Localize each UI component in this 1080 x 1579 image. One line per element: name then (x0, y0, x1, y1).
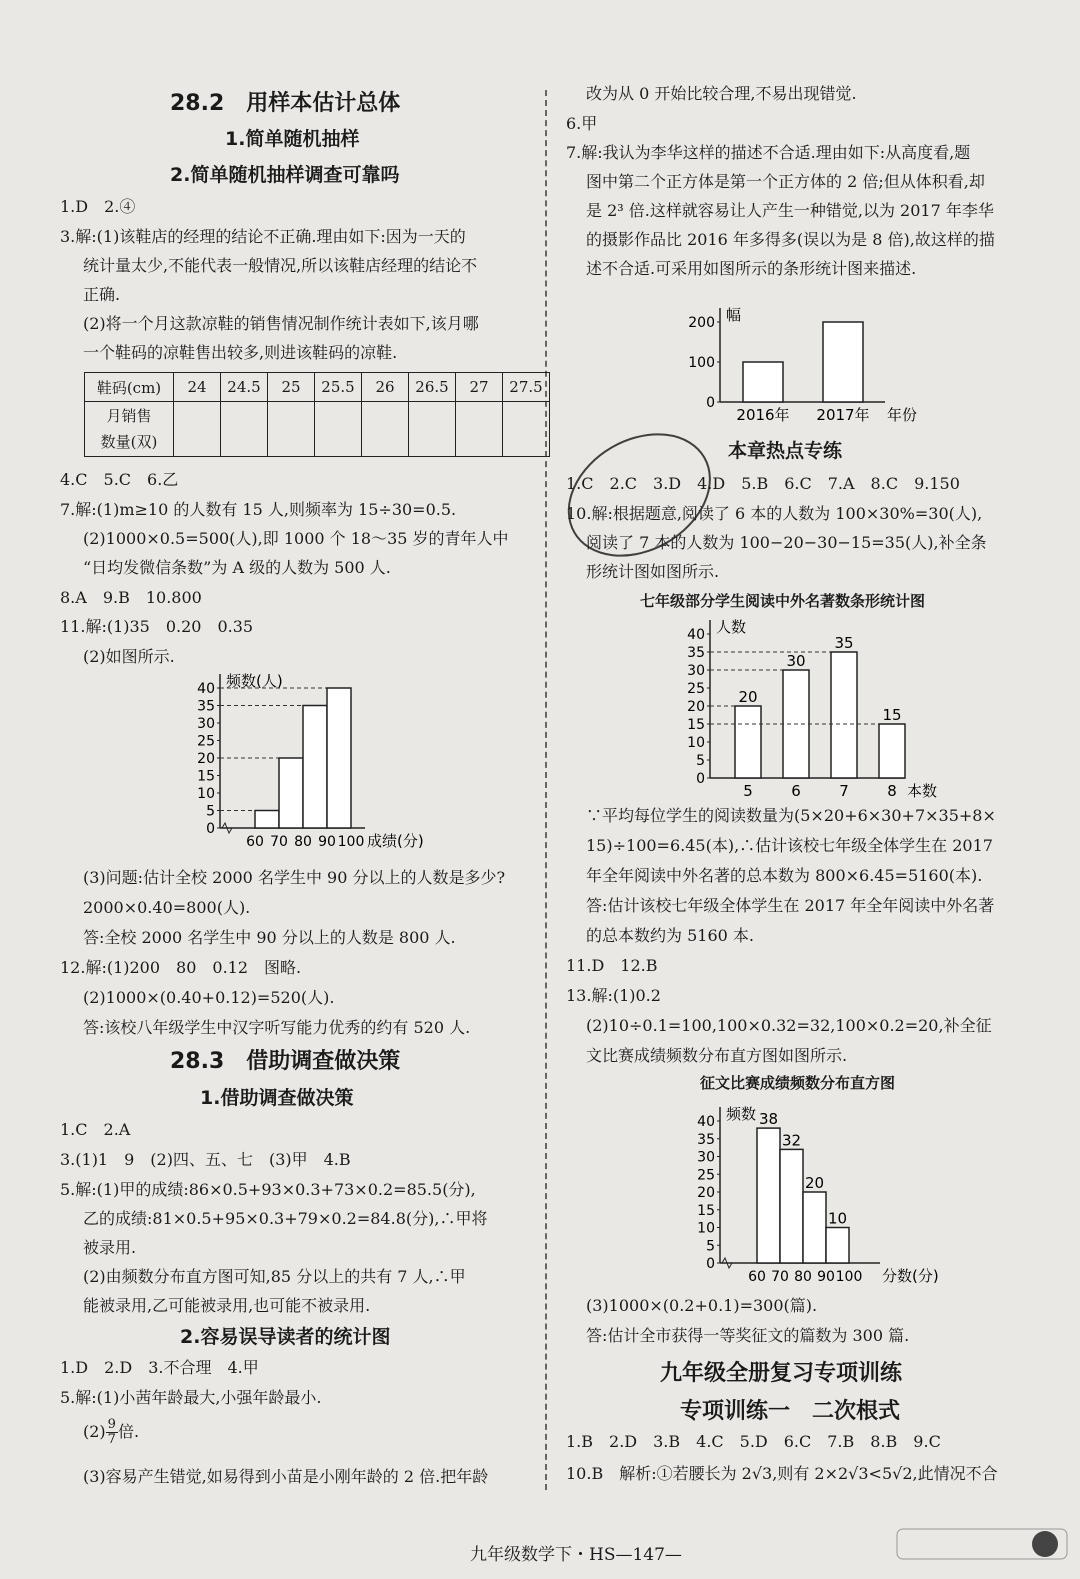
answer-line: 能被录用,乙可能被录用,也可能不被录用. (83, 1296, 371, 1315)
answer-line: ∵平均每位学生的阅读数量为(5×20+6×30+7×35+8× (586, 806, 996, 825)
page-footer: 九年级数学下・HS—147— (470, 1545, 682, 1565)
subsection-title: 1.简单随机抽样 (225, 128, 360, 150)
answer-line: 图中第二个正方体是第一个正方体的 2 倍;但从体积看,却 (586, 172, 985, 191)
subsection-title: 2.简单随机抽样调查可靠吗 (170, 164, 400, 186)
fraction-suffix: 倍. (117, 1422, 140, 1441)
y-axis-label: 频数 (726, 1105, 757, 1123)
y-tick-label: 0 (696, 771, 705, 787)
bar (803, 1192, 826, 1263)
answer-line: 述不合适.可采用如图所示的条形统计图来描述. (586, 259, 917, 278)
answer-line: 的摄影作品比 2016 年多得多(误以为是 8 倍),故这样的描 (586, 230, 995, 249)
bar (831, 652, 857, 778)
answer-line: 是 2³ 倍.这样就容易让人产生一种错觉,以为 2017 年李华 (586, 201, 994, 220)
x-tick-label: 70 (270, 834, 288, 850)
answer-line: 年全年阅读中外名著的总本数为 800×6.45=5160(本). (586, 866, 983, 885)
answer-line: 阅读了 7 本的人数为 100−20−30−15=35(人),补全条 (586, 533, 987, 552)
site-logo (895, 1525, 1070, 1579)
x-tick-label: 2017年 (816, 406, 870, 424)
y-axis-label: 幅 (726, 306, 742, 324)
table-cell: 26 (362, 373, 409, 402)
answer-line: 3.解:(1)该鞋店的经理的结论不正确.理由如下:因为一天的 (60, 227, 466, 246)
answer-line: 3.(1)1 9 (2)四、五、七 (3)甲 4.B (60, 1150, 351, 1169)
answer-line: (3)容易产生错觉,如易得到小苗是小刚年龄的 2 倍.把年龄 (83, 1467, 489, 1486)
table-cell: 27 (456, 373, 503, 402)
y-tick-label: 20 (687, 699, 705, 715)
y-tick-label: 30 (687, 663, 705, 679)
answer-line: (3)问题:估计全校 2000 名学生中 90 分以上的人数是多少? (83, 868, 506, 887)
x-tick-label: 7 (839, 782, 849, 800)
answer-line: 1.C 2.A (60, 1120, 131, 1139)
x-tick-label: 70 (771, 1269, 789, 1285)
table-cell: 24.5 (221, 373, 268, 402)
answer-line: 10.B 解析:①若腰长为 2√3,则有 2×2√3<5√2,此情况不合 (566, 1464, 998, 1483)
bar (757, 1128, 780, 1263)
y-tick-label: 0 (706, 1256, 715, 1272)
answer-line: 答:估计全市获得一等奖征文的篇数为 300 篇. (586, 1326, 910, 1345)
bar (327, 688, 351, 828)
section-title-hot: 本章热点专练 (728, 440, 843, 462)
answer-line: 答:该校八年级学生中汉字听写能力优秀的约有 520 人. (83, 1018, 471, 1037)
answer-line: 文比赛成绩频数分布直方图如图所示. (586, 1046, 848, 1065)
y-tick-label: 30 (197, 716, 215, 732)
x-tick-label: 5 (743, 782, 753, 800)
y-tick-label: 40 (197, 681, 215, 697)
answer-line: (2)10÷0.1=100,100×0.32=32,100×0.2=20,补全征 (586, 1016, 992, 1035)
y-axis-label: 频数(人) (226, 672, 283, 690)
bar (279, 758, 303, 828)
table-cell (503, 402, 550, 457)
answer-line: 7.解:我认为李华这样的描述不合适.理由如下:从高度看,题 (566, 143, 971, 162)
subsection-title: 2.容易误导读者的统计图 (180, 1326, 391, 1348)
bar (780, 1149, 803, 1263)
answer-line: 2000×0.40=800(人). (83, 898, 251, 917)
answer-line: 6.甲 (566, 114, 598, 133)
y-tick-label: 25 (697, 1167, 715, 1184)
table-cell (268, 402, 315, 457)
answer-line: 统计量太少,不能代表一般情况,所以该鞋店经理的结论不 (83, 256, 478, 275)
y-tick-label: 20 (197, 751, 215, 767)
table-header-cell (85, 402, 174, 457)
y-tick-label: 40 (687, 627, 705, 643)
y-tick-label: 0 (206, 821, 215, 837)
bar (826, 1228, 849, 1264)
x-axis-label: 分数(分) (882, 1267, 939, 1285)
bar (743, 362, 783, 402)
x-tick-label: 2016年 (736, 406, 790, 424)
answer-line: 10.解:根据题意,阅读了 6 本的人数为 100×30%=30(人), (566, 504, 983, 523)
answer-line: 7.解:(1)m≥10 的人数有 15 人,则频率为 15÷30=0.5. (60, 500, 457, 519)
y-tick-label: 5 (706, 1238, 715, 1255)
answer-line: (2)如图所示. (83, 647, 175, 666)
y-tick-label: 15 (697, 1202, 715, 1219)
data-label: 32 (781, 1131, 802, 1150)
y-tick-label: 35 (697, 1131, 715, 1148)
x-tick-label: 6 (791, 782, 801, 800)
table-row (85, 373, 550, 402)
answer-line: (2)1000×(0.40+0.12)=520(人). (83, 988, 335, 1007)
y-tick-label: 35 (197, 698, 215, 715)
table-cell (456, 402, 503, 457)
answer-line: (3)1000×(0.2+0.1)=300(篇). (586, 1296, 818, 1315)
bar (879, 724, 905, 778)
x-tick-label: 90 (817, 1269, 835, 1285)
y-tick-label: 0 (706, 395, 715, 411)
y-tick-label: 10 (697, 1220, 715, 1237)
bar (823, 322, 863, 402)
x-tick-label: 60 (246, 834, 264, 850)
x-axis-label: 成绩(分) (367, 832, 424, 850)
y-tick-label: 40 (697, 1114, 715, 1130)
y-axis-label: 人数 (716, 618, 747, 636)
answer-line: 1.B 2.D 3.B 4.C 5.D 6.C 7.B 8.B 9.C (566, 1432, 941, 1451)
answer-line: 13.解:(1)0.2 (566, 986, 661, 1005)
x-tick-label: 100 (835, 1269, 863, 1285)
answer-line: 正确. (83, 285, 121, 304)
x-tick-label: 8 (887, 782, 897, 800)
data-label: 38 (758, 1110, 779, 1129)
x-tick-label: 80 (794, 1269, 812, 1285)
answer-line: 1.D 2.④ (60, 197, 136, 216)
answer-line: 4.C 5.C 6.乙 (60, 470, 179, 489)
y-tick-label: 5 (696, 753, 705, 769)
answer-line: 被录用. (83, 1238, 137, 1257)
y-tick-label: 10 (687, 735, 705, 751)
answer-line: 12.解:(1)200 80 0.12 图略. (60, 958, 302, 977)
table-label: 数量(双) (100, 433, 158, 451)
answer-line: 乙的成绩:81×0.5+95×0.3+79×0.2=84.8(分),∴甲将 (83, 1209, 488, 1228)
fraction-numerator: 9 (107, 1417, 116, 1432)
table-cell (174, 402, 221, 457)
bar (735, 706, 761, 778)
table-cell: 24 (174, 373, 221, 402)
y-tick-label: 200 (688, 315, 715, 331)
x-tick-label: 60 (748, 1269, 766, 1285)
y-tick-label: 25 (197, 733, 215, 750)
answer-line: 改为从 0 开始比较合理,不易出现错觉. (586, 84, 857, 103)
section-title-28-3: 28.3 借助调查做决策 (170, 1049, 401, 1074)
chart-title: 征文比赛成绩频数分布直方图 (700, 1074, 896, 1092)
answer-line: 5.解:(1)小茜年龄最大,小强年龄最小. (60, 1388, 322, 1407)
answer-line: 一个鞋码的凉鞋售出较多,则进该鞋码的凉鞋. (83, 343, 398, 362)
section-title-28-2: 28.2 用样本估计总体 (170, 91, 401, 116)
table-cell (362, 402, 409, 457)
fraction-prefix: (2) (83, 1422, 106, 1441)
answer-line: “日均发微信条数”为 A 级的人数为 500 人. (83, 558, 391, 577)
data-label: 20 (804, 1174, 825, 1192)
answer-line: 答:估计该校七年级全体学生在 2017 年全年阅读中外名著 (586, 896, 995, 915)
answer-line: 8.A 9.B 10.800 (60, 588, 202, 607)
bar (303, 706, 327, 829)
y-tick-label: 35 (687, 645, 705, 661)
essay-histogram-chart (690, 1088, 950, 1288)
fraction (106, 1418, 118, 1447)
x-axis-label: 年份 (887, 406, 918, 424)
table-cell: 26.5 (409, 373, 456, 402)
y-tick-label: 5 (206, 803, 215, 820)
y-tick-label: 10 (197, 786, 215, 802)
answer-line: (2)1000×0.5=500(人),即 1000 个 18～35 岁的青年人中 (83, 529, 509, 548)
x-axis-label: 本数 (907, 782, 938, 800)
answer-line: 5.解:(1)甲的成绩:86×0.5+93×0.3+73×0.2=85.5(分), (60, 1180, 476, 1199)
bar (255, 811, 279, 829)
y-tick-label: 15 (687, 717, 705, 733)
answer-line: 11.D 12.B (566, 956, 658, 975)
histogram-score-chart (180, 668, 440, 868)
x-tick-label: 90 (318, 834, 336, 850)
table-row (85, 402, 550, 457)
answer-line-fraction (83, 1418, 139, 1447)
answer-line: 15)÷100=6.45(本),∴估计该校七年级全体学生在 2017 (586, 836, 993, 855)
data-label: 15 (882, 706, 902, 724)
y-tick-label: 20 (697, 1185, 715, 1201)
answer-line: (2)将一个月这款凉鞋的销售情况制作统计表如下,该月哪 (83, 314, 479, 333)
answer-line: 答:全校 2000 名学生中 90 分以上的人数是 800 人. (83, 928, 456, 947)
table-cell: 25.5 (315, 373, 362, 402)
reading-bar-chart (680, 606, 960, 806)
y-tick-label: 30 (697, 1149, 715, 1166)
subsection-title: 1.借助调查做决策 (200, 1087, 354, 1109)
section-title-review: 九年级全册复习专项训练 (660, 1361, 903, 1386)
y-tick-label: 15 (197, 768, 215, 785)
x-tick-label: 80 (294, 834, 312, 850)
table-cell (315, 402, 362, 457)
data-label: 30 (786, 652, 806, 670)
answer-line: 形统计图如图所示. (586, 562, 720, 581)
chart-title: 七年级部分学生阅读中外名著数条形统计图 (640, 592, 926, 610)
shoe-size-table (84, 372, 550, 457)
section-title-special: 专项训练一 二次根式 (680, 1399, 901, 1424)
x-tick-label: 100 (337, 834, 365, 850)
table-cell: 25 (268, 373, 315, 402)
answer-line: 1.C 2.C 3.D 4.D 5.B 6.C 7.A 8.C 9.150 (566, 474, 960, 493)
data-label: 20 (738, 688, 758, 706)
answer-line: 1.D 2.D 3.不合理 4.甲 (60, 1358, 259, 1377)
answer-line: 11.解:(1)35 0.20 0.35 (60, 617, 254, 636)
answer-line: 的总本数约为 5160 本. (586, 926, 754, 945)
y-tick-label: 25 (687, 681, 705, 697)
table-cell (409, 402, 456, 457)
table-label: 月销售 (106, 407, 152, 425)
data-label: 35 (834, 634, 854, 652)
data-label: 10 (827, 1209, 848, 1228)
column-divider (545, 90, 547, 1490)
answer-line: (2)由频数分布直方图可知,85 分以上的共有 7 人,∴甲 (83, 1267, 466, 1286)
y-tick-label: 100 (688, 355, 715, 371)
logo-icon (895, 1525, 1070, 1575)
table-header-cell: 鞋码(cm) (85, 373, 174, 402)
fraction-denominator: 7 (107, 1432, 116, 1447)
photo-works-bar-chart (680, 282, 960, 432)
table-cell: 27.5 (503, 373, 550, 402)
table-cell (221, 402, 268, 457)
